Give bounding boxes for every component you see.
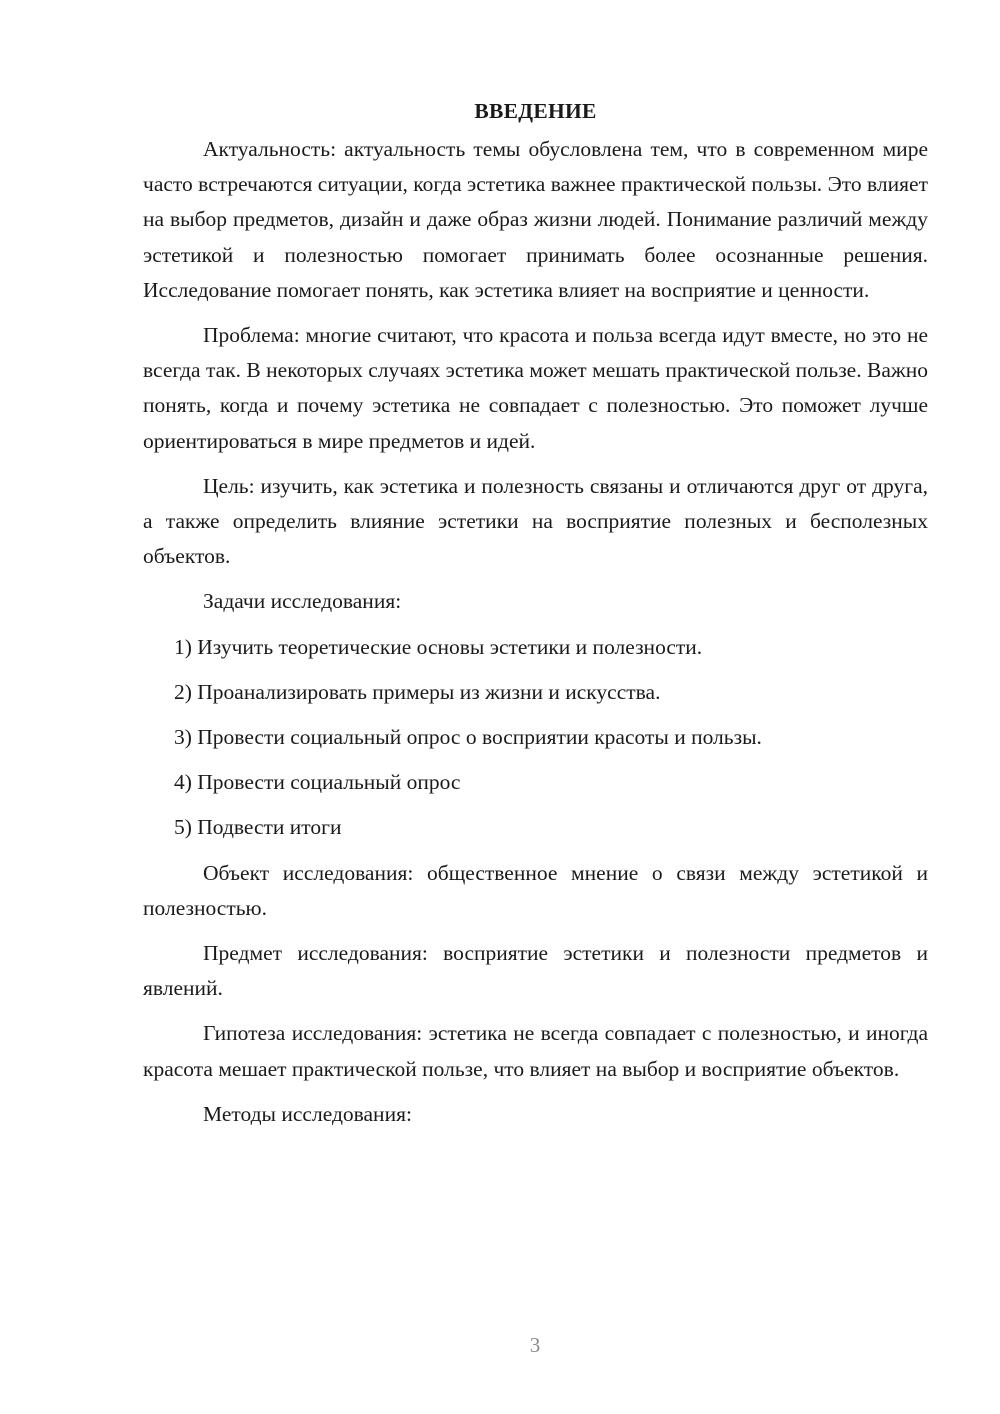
list-item: 3) Провести социальный опрос о восприятии красоты и пользы. [174,725,762,750]
page-number: 3 [529,1333,541,1357]
page-title: ВВЕДЕНИЕ [474,99,597,123]
tasks-heading: Задачи исследования: [203,589,402,614]
list-item: 4) Провести социальный опрос [174,770,461,795]
hypothesis-paragraph: Гипотеза исследования: эстетика не всегда совпадает с полезностью, и иногда красота мешает практической пользе, что влияет на выбор и восприятие объектов. [143,1021,928,1081]
goal-paragraph: Цель: изучить, как эстетика и полезность связаны и отличаются друг от друга, а также определить влияние эстетики на восприятие полезных и бесполезных объектов. [143,473,928,569]
subject-paragraph: Предмет исследования: восприятие эстетики и полезности предметов и явлений. [143,941,928,1001]
list-item: 5) Подвести итоги [174,815,342,840]
tasks-list [143,630,928,846]
object-paragraph: Объект исследования: общественное мнение о связи между эстетикой и полезностью. [143,860,928,920]
methods-heading: Методы исследования: [203,1101,412,1126]
list-item: 2) Проанализировать примеры из жизни и искусства. [174,679,661,704]
relevance-paragraph: Актуальность: актуальность темы обусловлена тем, что в современном мире часто встречаются ситуации, когда эстетика важнее практической пользы. Это влияет на выбор предметов, дизайн и даже образ жизни людей. Понимание различий между эстетикой и полезностью помогает принимать более осознанные решения. Исследование помогает понять, как эстетика влияет на восприятие и ценности. [143,137,928,302]
list-item: 1) Изучить теоретические основы эстетики и полезности. [174,634,703,659]
page-content [143,96,928,1142]
problem-paragraph: Проблема: многие считают, что красота и польза всегда идут вместе, но это не всегда так. В некоторых случаях эстетика может мешать практической пользе. Важно понять, когда и почему эстетика не совпадает с полезностью. Это поможет лучше ориентироваться в мире предметов и идей. [143,323,928,453]
